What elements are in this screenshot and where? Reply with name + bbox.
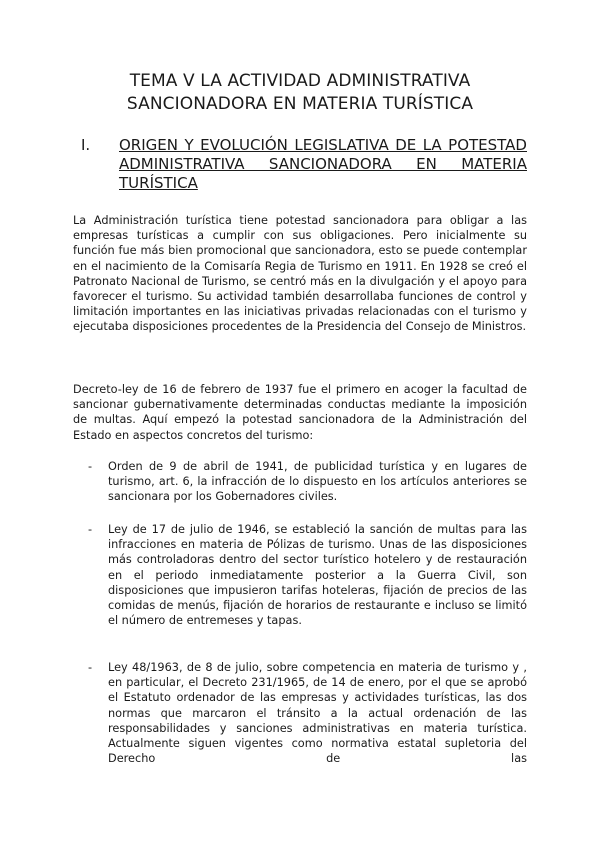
document-title — [73, 70, 527, 116]
list-marker: - — [88, 661, 93, 674]
list-item — [88, 459, 527, 505]
title-line-2: SANCIONADORA EN MATERIA TURÍSTICA — [126, 94, 474, 114]
list-item — [88, 660, 527, 766]
list-marker: - — [88, 460, 93, 473]
paragraph-2: Decreto-ley de 16 de febrero de 1937 fue el primero en acoger la facultad de sancionar gubernativamente determinadas conductas mediante la imposición de multas. Aquí empezó la potestad sancionadora de la Administración del Estado en aspectos concretos del turismo: — [73, 383, 527, 442]
list-item-text: Ley de 17 de julio de 1946, se estableció la sanción de multas para las infracciones en materia de Pólizas de turismo. Unas de las disposiciones más controladoras dentro del sector turístico hotelero y de restauración en el periodo inmediatamente posterior a la Guerra Civil, son disposiciones que impusieron tarifas hoteleras, fijación de precios de las comidas de menús, fijación de horarios de restaurante e incluso se limitó el número de entremeses y tapas. — [108, 523, 527, 628]
section-number: I. — [81, 136, 91, 154]
list-item-text: Orden de 9 de abril de 1941, de publicidad turística y en lugares de turismo, art. 6, la infracción de lo dispuesto en los artículos anteriores se sancionara por los Gobernadores civiles. — [108, 460, 527, 504]
list-item — [88, 522, 527, 628]
section-heading — [73, 136, 527, 193]
list-item-text: Ley 48/1963, de 8 de julio, sobre competencia en materia de turismo y , en particular, el Decreto 231/1965, de 14 de enero, por el que se aprobó el Estatuto ordenador de las empresas y actividades turísticas, las dos normas que marcaron el tránsito a la actual ordenación de las responsabilidades y sanciones administrativas en materia turística. Actualmente siguen vigentes como normativa estatal supletoria del Derecho de las — [108, 661, 527, 766]
paragraph-1: La Administración turística tiene potestad sancionadora para obligar a las empresas turísticas a cumplir con sus obligaciones. Pero inicialmente su función fue más bien promocional que sancionadora, esto se puede contemplar en el nacimiento de la Comisaría Regia de Turismo en 1911. En 1928 se creó el Patronato Nacional de Turismo, se centró más en la divulgación y el apoyo para favorecer el turismo. Su actividad también desarrollaba funciones de control y limitación importantes en las iniciativas privadas relacionadas con el turismo y ejecutaba disposiciones procedentes de la Presidencia del Consejo de Ministros. — [73, 214, 527, 334]
title-line-1: TEMA V LA ACTIVIDAD ADMINISTRATIVA — [129, 71, 471, 91]
section-title: ORIGEN Y EVOLUCIÓN LEGISLATIVA DE LA POTESTAD ADMINISTRATIVA SANCIONADORA EN MATERIA TURÍSTICA — [119, 136, 527, 192]
list-marker: - — [88, 523, 93, 536]
